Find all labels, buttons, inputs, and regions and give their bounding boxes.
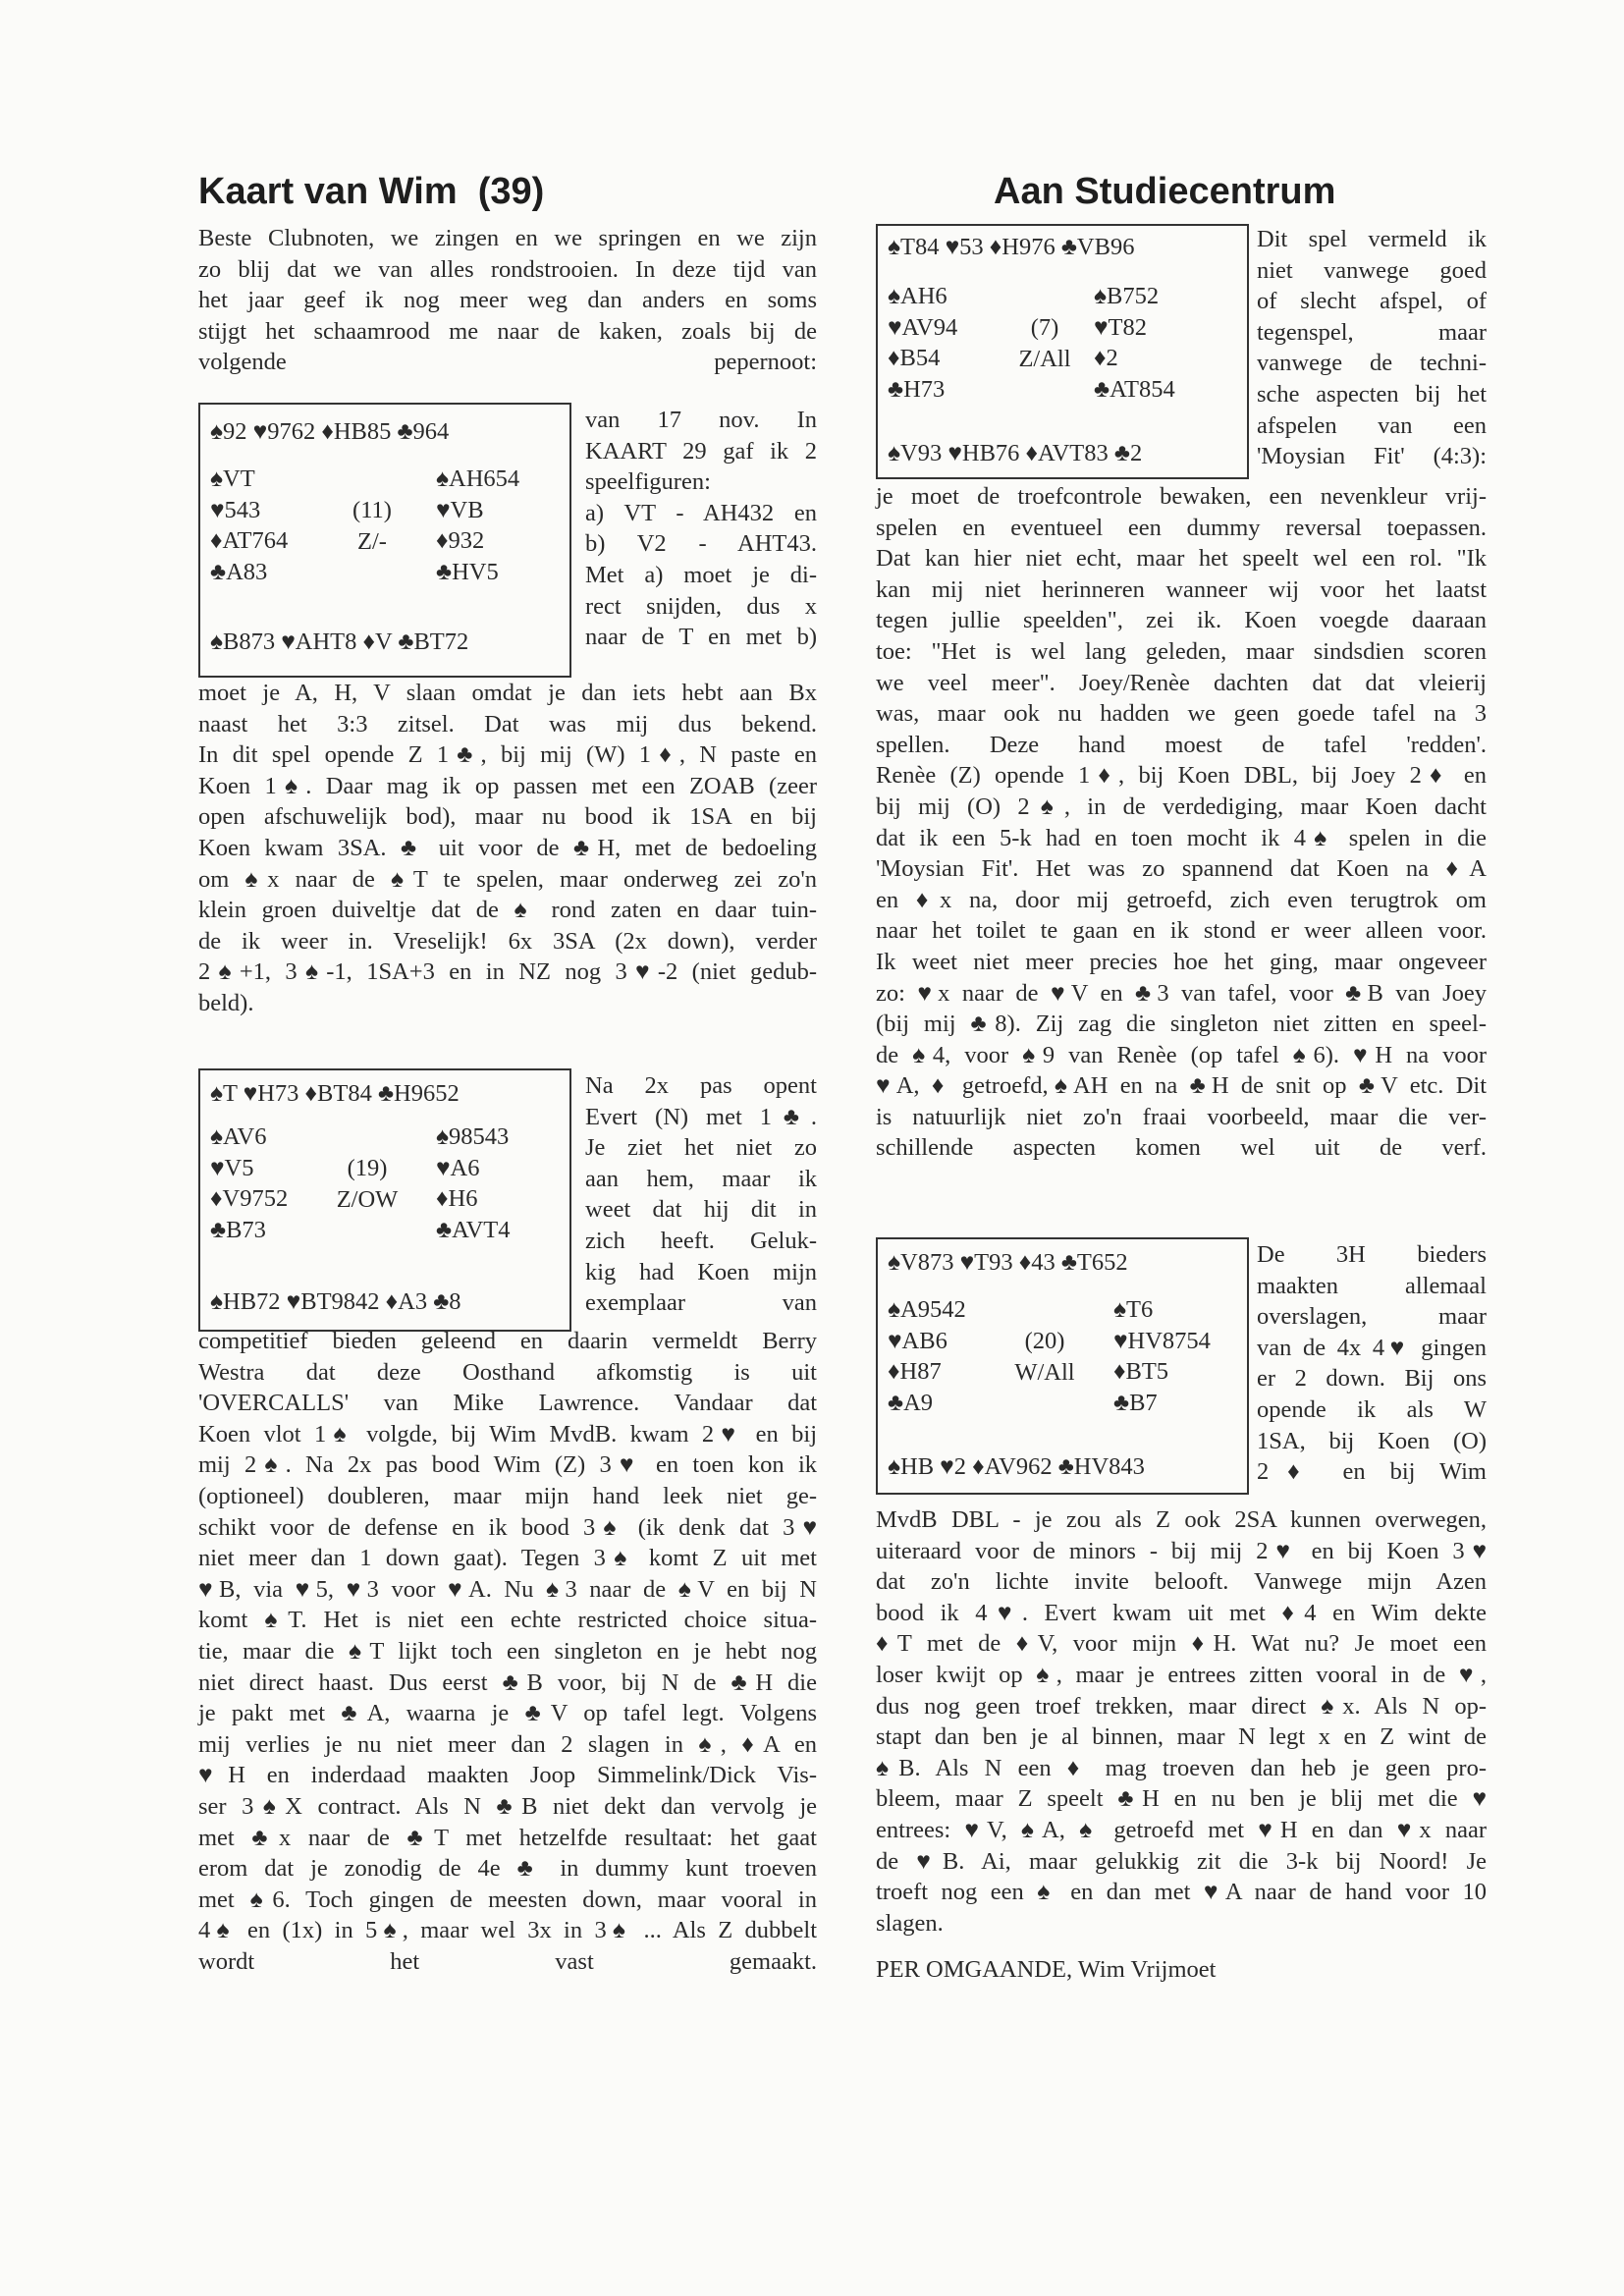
text-line: 4♠ en (1x) in 5♠, maar wel 3x in 3♠ ... Als Z dubbelt [198,1917,817,1944]
text-line: schillende aspecten komen wel uit de verf. [876,1134,1487,1162]
text-line: ♠B752 [1094,283,1160,309]
text-line: loser kwijt op ♠, maar je entrees zitten vooral in de ♥, [876,1661,1487,1688]
text-line: is natuurlijk niet zo'n fraai voorbeeld, maar die ver- [876,1103,1487,1130]
text-line: tie, maar die ♠T lijkt toch een singleton en je hebt nog [198,1637,817,1665]
text-line: met ♠6. Toch gingen de meesten down, maar vooral in [198,1886,817,1913]
text-line: exemplaar van [585,1289,817,1317]
text-line: ♥VB [436,496,484,523]
deal4-north-hand: ♠V873 ♥T93 ♦43 ♣T652 [888,1249,1128,1276]
text-line: 2♦ en bij Wim [1257,1458,1487,1486]
deal-diagram-7 [876,224,1249,479]
text-line: weet dat hij dit in [585,1196,817,1224]
text-line: ♣A83 [210,558,268,585]
text-line: dat zo'n lichte invite belooft. Vanwege mijn Azen [876,1568,1487,1596]
text-line: rect snijden, dus x [585,592,817,620]
text-line: niet vanwege goed [1257,256,1487,284]
text-line: ♦H6 [436,1185,478,1213]
text-line: 'OVERCALLS' van Mike Lawrence. Vandaar dat [198,1390,817,1417]
text-line: ♦B54 [888,345,941,372]
text-line: de ♠4, voor ♠9 van Renèe (op tafel ♠6). ♥H na voor [876,1041,1487,1068]
text-line: vanwege de techni- [1257,350,1487,377]
text-line: (20) [1024,1328,1065,1354]
text-line: Koen kwam 3SA. ♣ uit voor de ♣H, met de bedoeling [198,834,817,861]
text-line: spellen. Deze hand moest de tafel 'redden'. [876,731,1487,758]
deal3-west-hand [888,283,957,407]
right-body-2 [876,1504,1487,1939]
text-line: mij 2♠. Na 2x pas bood Wim (Z) 3♥ en toen kon ik [198,1451,817,1479]
text-line: kig had Koen mijn [585,1258,817,1285]
text-line: ♣AT854 [1094,375,1175,403]
text-line: en ♦x na, door mij getroefd, zich even terugtrok om [876,886,1487,913]
text-line: naar de T en met b) [585,624,817,651]
text-line: volgende pepernoot: [198,349,817,376]
text-line: uiteraard voor de minors - bij mij 2♥ en bij Koen 3♥ [876,1537,1487,1564]
text-line: ♥A6 [436,1154,480,1181]
text-line: tegenspel, maar [1257,318,1487,346]
text-line: beld). [198,989,254,1016]
text-line: we veel meer". Joey/Renèe dachten dat dat vleierij [876,669,1487,696]
text-line: ♥543 [210,496,261,523]
text-line: ♠AH654 [436,465,520,492]
text-line: entrees: ♥V, ♠A, ♠ getroefd met ♥H en dan ♥x naar [876,1816,1487,1843]
left-body-1 [198,678,817,1019]
text-line: van 17 nov. In [585,407,817,433]
text-line: ♠AH6 [888,283,947,309]
text-line: mij verlies je nu niet meer dan 2 slagen in ♠, ♦A en [198,1730,817,1758]
left-body-2 [198,1326,817,1977]
right-body-1 [876,481,1487,1164]
text-line: naast het 3:3 zitsel. Dat was mij dus bekend. [198,710,817,738]
text-line: afspelen van een [1257,411,1487,439]
text-line: 1SA, bij Koen (O) [1257,1427,1487,1454]
text-line: 'Moysian Fit' (4:3): [1257,443,1487,470]
text-line: W/All [1014,1358,1075,1386]
text-line: toe: "Het is wel lang geleden, maar sindsdien scoren [876,637,1487,665]
deal1-board-info [338,497,406,559]
text-line: ♥A, ♦ getroefd,♠AH en na ♣H de snit op ♣V etc. Dit [876,1072,1487,1100]
text-line: ♦2 [1094,345,1118,372]
deal-diagram-20 [876,1237,1249,1495]
deal4-west-hand [888,1296,966,1420]
text-line: ♣B7 [1113,1389,1158,1416]
text-line: sche aspecten bij het [1257,380,1487,408]
text-line: Ik weet niet meer precies hoe het ging, maar ongeveer [876,948,1487,975]
deal2-south-hand: ♠HB72 ♥BT9842 ♦A3 ♣8 [210,1288,461,1315]
text-line: stapt dan ben je al binnen, maar N legt x en Z wint de [876,1723,1487,1751]
deal4-south-hand: ♠HB ♥2 ♦AV962 ♣HV843 [888,1453,1145,1480]
text-line: je moet de troefcontrole bewaken, een nevenkleur vrij- [876,483,1487,510]
text-line: Z/OW [336,1185,399,1213]
text-line: niet direct haast. Dus eerst ♣B voor, bij N de ♣H die [198,1668,817,1696]
text-line: bood ik 4♥. Evert kwam uit met ♦4 en Wim dekte [876,1599,1487,1626]
text-line: Koen vlot 1♠ volgde, bij Wim MvdB. kwam 2♥ en bij [198,1420,817,1448]
deal2-west-hand [210,1123,288,1247]
text-line: dat ik een 5-k had en toen mocht ik 4♠ spelen in die [876,824,1487,851]
text-line: schikt voor de defense en ik bood 3♠ (ik denk dat 3♥ [198,1513,817,1541]
text-line: ♠A9542 [888,1296,966,1323]
text-line: troeft nog een ♠ en dan met ♥A naar de hand voor 10 [876,1879,1487,1906]
text-line: ♥HV8754 [1113,1327,1211,1354]
text-line: om ♠x naar de ♠T te spelen, maar onderweg zei zo'n [198,865,817,893]
text-line: ♣H73 [888,375,946,403]
deal1-north-hand: ♠92 ♥9762 ♦HB85 ♣964 [210,418,450,445]
deal1-side-text [585,405,817,653]
text-line: ser 3♠X contract. Als N ♣B niet dekt dan vervolg je [198,1792,817,1820]
text-line: stijgt het schaamrood me naar de kaken, zoals bij de [198,317,817,345]
text-line: (11) [352,497,392,523]
text-line: kan mij niet herinneren wanneer wij voor het laatst [876,575,1487,603]
text-line: de ik weer in. Vreselijk! 6x 3SA (2x down), verder [198,927,817,955]
text-line: bleem, maar Z speelt ♣H en nu ben je blij met die ♥ [876,1785,1487,1813]
text-line: ♦AT764 [210,527,289,555]
text-line: ♠VT [210,465,255,492]
text-line: a) VT - AH432 en [585,499,817,526]
text-line: was, maar ook nu hadden we geen goede tafel na 3 [876,700,1487,728]
text-line: ♥AB6 [888,1327,947,1354]
deal4-east-hand [1113,1296,1211,1420]
text-line: b) V2 - AHT43. [585,530,817,558]
deal3-south-hand: ♠V93 ♥HB76 ♦AVT83 ♣2 [888,440,1143,466]
text-line: je pakt met ♣A, waarna je ♣V op tafel legt. Volgens [198,1700,817,1727]
text-line: bij mij (O) 2♠, in de verdediging, maar Koen dacht [876,793,1487,820]
deal3-north-hand: ♠T84 ♥53 ♦H976 ♣VB96 [888,234,1135,260]
text-line: Z/- [357,527,387,555]
text-line: overslagen, maar [1257,1303,1487,1331]
text-line: open afschuwelijk bod), maar nu bood ik 1SA en bij [198,803,817,831]
deal-diagram-19 [198,1068,571,1332]
deal3-side-text [1257,224,1487,472]
text-line: ♦T met de ♦V, voor mijn ♦H. Wat nu? Je moet een [876,1630,1487,1658]
text-line: MvdB DBL - je zou als Z ook 2SA kunnen overwegen, [876,1506,1487,1533]
text-line: opende ik als W [1257,1395,1487,1423]
deal2-east-hand [436,1123,511,1247]
deal2-side-text [585,1070,817,1319]
deal1-west-hand [210,465,288,589]
deal2-north-hand: ♠T ♥H73 ♦BT84 ♣H9652 [210,1080,460,1107]
left-article-title: Kaart van Wim (39) [198,171,545,212]
text-line: komt ♠T. Het is niet een echte restricted choice situa- [198,1607,817,1634]
deal1-south-hand: ♠B873 ♥AHT8 ♦V ♣BT72 [210,629,469,655]
text-line: zich heeft. Geluk- [585,1227,817,1254]
text-line: ♥B, via ♥5, ♥3 voor ♥A. Nu ♠3 naar de ♠V en bij N [198,1575,817,1603]
text-line: (19) [347,1155,388,1181]
deal3-east-hand [1094,283,1175,407]
text-line: ♣AVT4 [436,1216,511,1243]
text-line: of slecht afspel, of [1257,288,1487,315]
text-line: Beste Clubnoten, we zingen en we springen en we zijn [198,225,817,251]
text-line: van de 4x 4♥ gingen [1257,1334,1487,1361]
text-line: KAART 29 gaf ik 2 [585,437,817,465]
text-line: ♦BT5 [1113,1358,1169,1386]
deal1-east-hand [436,465,519,589]
text-line: spelen en eventueel een dummy reversal toepassen. [876,514,1487,541]
deal3-board-info [1003,314,1086,376]
text-line: de ♥B. Ai, maar gelukkig zit die 3-k bij Noord! Je [876,1847,1487,1875]
text-line: ♠T6 [1113,1296,1154,1323]
text-line: ♣HV5 [436,558,499,585]
text-line: ♠B. Als N een ♦ mag troeven dan heb je geen pro- [876,1754,1487,1781]
text-line: dus nog geen troef trekken, maar direct ♠x. Als N op- [876,1692,1487,1720]
text-line: het jaar geef ik nog meer weg dan anders en soms [198,287,817,314]
text-line: klein groen duiveltje dat de ♠ rond zaten en daar tuin- [198,897,817,924]
text-line: Dit spel vermeld ik [1257,226,1487,252]
text-line: zo: ♥x naar de ♥V en ♣3 van tafel, voor ♣B van Joey [876,979,1487,1007]
right-article-title: Aan Studiecentrum [994,171,1336,212]
text-line: Met a) moet je di- [585,561,817,588]
text-line: ♥V5 [210,1154,254,1181]
text-line: ♠98543 [436,1123,510,1150]
text-line: 'Moysian Fit'. Het was zo spannend dat Koen na ♦A [876,855,1487,883]
text-line: ♠AV6 [210,1123,267,1150]
text-line: maakten allemaal [1257,1272,1487,1299]
text-line: (bij mij ♣8). Zij zag die singleton niet zitten en speel- [876,1011,1487,1038]
text-line: moet je A, H, V slaan omdat je dan iets hebt aan Bx [198,680,817,706]
deal2-board-info [326,1155,408,1217]
signature: PER OMGAANDE, Wim Vrijmoet [876,1956,1217,1983]
text-line: aan hem, maar ik [585,1165,817,1192]
text-line: zo blij dat we van alles rondstrooien. In deze tijd van [198,255,817,283]
text-line: De 3H bieders [1257,1241,1487,1268]
text-line: ♥T82 [1094,313,1148,341]
text-line: In dit spel opende Z 1♣, bij mij (W) 1♦, N paste en [198,741,817,769]
text-line: slagen. [876,1909,944,1937]
deal4-board-info [1003,1328,1086,1390]
text-line: naar het toilet te gaan en ik stond er weer alleen voor. [876,917,1487,945]
left-intro [198,223,817,378]
text-line: ♥AV94 [888,313,958,341]
text-line: ♣A9 [888,1389,934,1416]
text-line: ♦H87 [888,1358,942,1386]
text-line: competitief bieden geleend en daarin vermeldt Berry [198,1328,817,1354]
text-line: Je ziet het niet zo [585,1134,817,1162]
text-line: niet meer dan 1 down gaat). Tegen 3♠ komt Z uit met [198,1545,817,1572]
text-line: Renèe (Z) opende 1♦, bij Koen DBL, bij Joey 2♦ en [876,762,1487,790]
text-line: Koen 1♠. Daar mag ik op passen met een ZOAB (zeer [198,772,817,799]
text-line: wordt het vast gemaakt. [198,1947,817,1975]
text-line: tegen jullie speelden", zei ik. Koen voegde daaraan [876,607,1487,634]
text-line: ♦V9752 [210,1185,289,1213]
text-line: ♦932 [436,527,485,555]
text-line: met ♣x naar de ♣T met hetzelfde resultaat: het gaat [198,1824,817,1851]
text-line: ♣B73 [210,1216,266,1243]
text-line: (7) [1030,314,1059,341]
text-line: Evert (N) met 1♣. [585,1103,817,1130]
text-line: ♥H en inderdaad maakten Joop Simmelink/Dick Vis- [198,1762,817,1789]
text-line: Na 2x pas opent [585,1072,817,1099]
text-line: Z/All [1018,345,1071,372]
deal4-side-text [1257,1239,1487,1488]
deal-diagram-11 [198,403,571,678]
text-line: erom dat je zonodig de 4e ♣ in dummy kunt troeven [198,1855,817,1883]
text-line: (optioneel) doubleren, maar mijn hand leek niet ge- [198,1482,817,1509]
text-line: 2♠+1, 3♠-1, 1SA+3 en in NZ nog 3♥-2 (niet gedub- [198,958,817,986]
text-line: Dat kan hier niet echt, maar het speelt wel een rol. "Ik [876,545,1487,573]
text-line: Westra dat deze Oosthand afkomstig is uit [198,1358,817,1386]
text-line: er 2 down. Bij ons [1257,1365,1487,1393]
text-line: speelfiguren: [585,468,711,496]
